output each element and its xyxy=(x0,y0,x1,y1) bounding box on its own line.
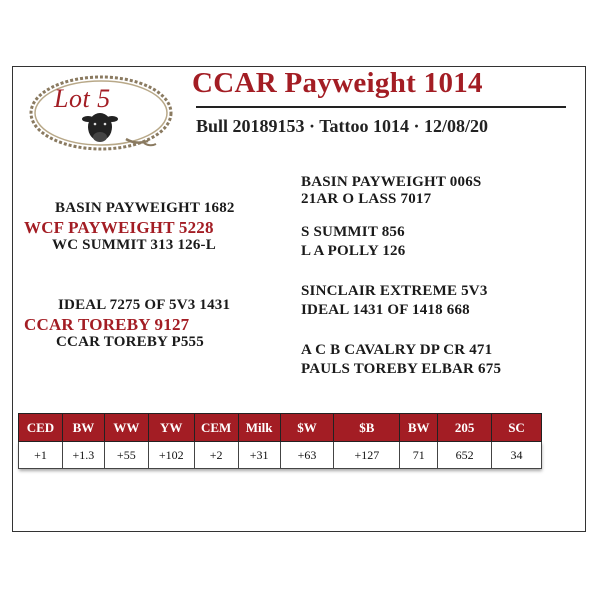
page-subtitle: Bull 20189153 · Tattoo 1014 · 12/08/20 xyxy=(196,116,489,136)
pedigree-right-line: PAULS TOREBY ELBAR 675 xyxy=(301,361,502,377)
dam-dam: CCAR TOREBY P555 xyxy=(56,334,204,350)
pedigree-right-line: S SUMMIT 856 xyxy=(301,224,405,240)
epd-value-ced: +1 xyxy=(19,442,63,469)
pedigree-right-line: IDEAL 1431 OF 1418 668 xyxy=(301,302,470,318)
pedigree-right-line: A C B CAVALRY DP CR 471 xyxy=(301,342,493,358)
epd-value-milk: +31 xyxy=(238,442,280,469)
epd-header-b-index: $B xyxy=(334,414,400,442)
epd-header-ced: CED xyxy=(19,414,63,442)
epd-header-sc: SC xyxy=(492,414,542,442)
epd-header-actual-bw: BW xyxy=(400,414,438,442)
page-title: CCAR Payweight 1014 xyxy=(192,67,483,99)
epd-header-cem: CEM xyxy=(194,414,238,442)
epd-value-bw: +1.3 xyxy=(62,442,104,469)
epd-header-205: 205 xyxy=(438,414,492,442)
epd-header-bw: BW xyxy=(62,414,104,442)
bull-head-icon xyxy=(82,113,118,142)
pedigree-right-line: SINCLAIR EXTREME 5V3 xyxy=(301,283,488,299)
epd-header-milk: Milk xyxy=(238,414,280,442)
dam: CCAR TOREBY 9127 xyxy=(24,315,190,334)
sire-sire: BASIN PAYWEIGHT 1682 xyxy=(55,200,235,216)
epd-value-w-index: +63 xyxy=(280,442,334,469)
pedigree-right-line: 21AR O LASS 7017 xyxy=(301,191,432,207)
epd-value-b-index: +127 xyxy=(334,442,400,469)
epd-values-row xyxy=(19,442,542,469)
sire-dam: WC SUMMIT 313 126-L xyxy=(52,237,216,253)
epd-header-w-index: $W xyxy=(280,414,334,442)
pedigree-right-line: BASIN PAYWEIGHT 006S xyxy=(301,174,482,190)
dam-sire: IDEAL 7275 OF 5V3 1431 xyxy=(58,297,231,313)
epd-value-cem: +2 xyxy=(194,442,238,469)
epd-header-yw: YW xyxy=(148,414,194,442)
epd-table xyxy=(18,413,542,469)
epd-value-yw: +102 xyxy=(148,442,194,469)
epd-value-ww: +55 xyxy=(104,442,148,469)
lot-label: Lot 5 xyxy=(54,84,111,113)
epd-value-sc: 34 xyxy=(492,442,542,469)
epd-header-ww: WW xyxy=(104,414,148,442)
epd-header-row xyxy=(19,414,542,442)
epd-value-205: 652 xyxy=(438,442,492,469)
epd-value-actual-bw: 71 xyxy=(400,442,438,469)
pedigree-right-line: L A POLLY 126 xyxy=(301,243,406,259)
sire: WCF PAYWEIGHT 5228 xyxy=(24,218,214,237)
title-divider xyxy=(196,106,566,108)
